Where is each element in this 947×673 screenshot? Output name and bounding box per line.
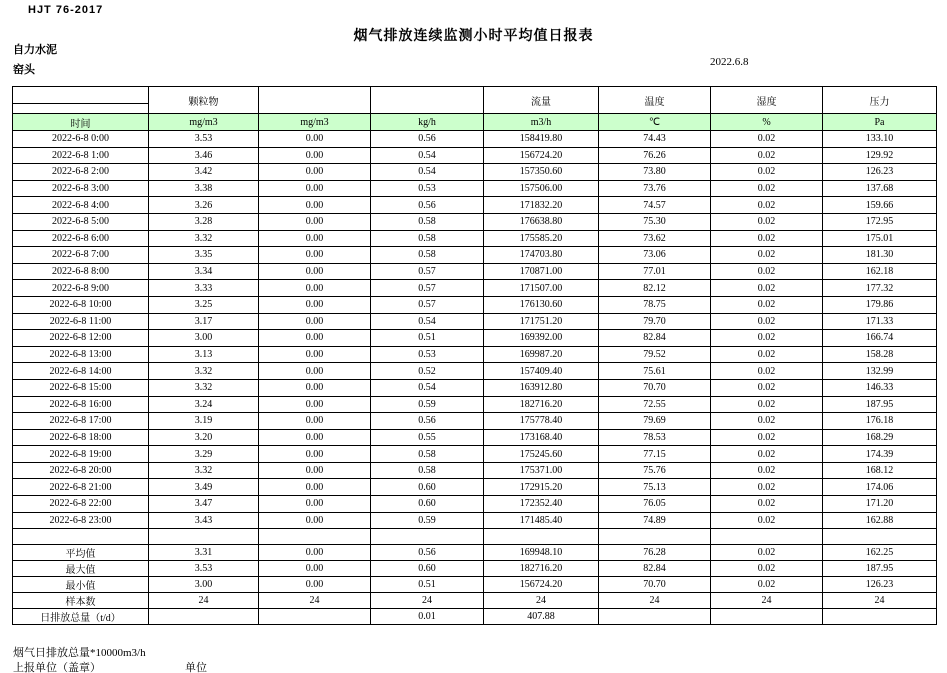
value-cell: 0.00 bbox=[259, 230, 371, 247]
summary-value-cell: 70.70 bbox=[599, 577, 711, 593]
time-cell: 2022-6-8 1:00 bbox=[13, 147, 149, 164]
value-cell: 73.80 bbox=[599, 164, 711, 181]
value-cell: 174.06 bbox=[823, 479, 937, 496]
unit-header-cell: mg/m3 bbox=[259, 114, 371, 131]
value-cell: 0.52 bbox=[371, 363, 484, 380]
value-cell: 172352.40 bbox=[484, 496, 599, 513]
value-cell: 0.54 bbox=[371, 313, 484, 330]
value-cell: 0.00 bbox=[259, 462, 371, 479]
value-cell: 0.02 bbox=[711, 213, 823, 230]
summary-row bbox=[13, 609, 937, 625]
value-cell: 0.54 bbox=[371, 147, 484, 164]
value-cell: 3.19 bbox=[149, 413, 259, 430]
value-cell: 0.00 bbox=[259, 413, 371, 430]
value-cell: 158.28 bbox=[823, 346, 937, 363]
value-cell: 0.58 bbox=[371, 247, 484, 264]
table-row bbox=[13, 131, 937, 148]
summary-value-cell: 0.01 bbox=[371, 609, 484, 625]
value-cell: 0.60 bbox=[371, 496, 484, 513]
summary-value-cell: 24 bbox=[259, 593, 371, 609]
value-cell: 0.02 bbox=[711, 496, 823, 513]
table-row bbox=[13, 512, 937, 529]
value-cell: 174703.80 bbox=[484, 247, 599, 264]
summary-value-cell bbox=[711, 609, 823, 625]
value-cell: 3.38 bbox=[149, 180, 259, 197]
empty-cell bbox=[823, 529, 937, 545]
value-cell: 0.00 bbox=[259, 512, 371, 529]
value-cell: 75.30 bbox=[599, 213, 711, 230]
time-cell: 2022-6-8 5:00 bbox=[13, 213, 149, 230]
value-cell: 156724.20 bbox=[484, 147, 599, 164]
summary-value-cell: 156724.20 bbox=[484, 577, 599, 593]
value-cell: 0.57 bbox=[371, 280, 484, 297]
summary-value-cell: 182716.20 bbox=[484, 561, 599, 577]
value-cell: 0.00 bbox=[259, 280, 371, 297]
summary-value-cell: 169948.10 bbox=[484, 545, 599, 561]
unit-header-cell: Pa bbox=[823, 114, 937, 131]
summary-label-cell: 最大值 bbox=[13, 561, 149, 577]
value-cell: 0.59 bbox=[371, 396, 484, 413]
table-row bbox=[13, 379, 937, 396]
value-cell: 0.00 bbox=[259, 346, 371, 363]
value-cell: 3.25 bbox=[149, 296, 259, 313]
empty-cell bbox=[711, 529, 823, 545]
value-cell: 126.23 bbox=[823, 164, 937, 181]
summary-row bbox=[13, 561, 937, 577]
time-cell: 2022-6-8 11:00 bbox=[13, 313, 149, 330]
value-cell: 175371.00 bbox=[484, 462, 599, 479]
value-cell: 171507.00 bbox=[484, 280, 599, 297]
unit-label: 单位 bbox=[185, 662, 207, 673]
table-row bbox=[13, 446, 937, 463]
table-row bbox=[13, 496, 937, 513]
time-cell: 2022-6-8 3:00 bbox=[13, 180, 149, 197]
value-cell: 0.02 bbox=[711, 330, 823, 347]
value-cell: 171.33 bbox=[823, 313, 937, 330]
value-cell: 79.69 bbox=[599, 413, 711, 430]
table-row bbox=[13, 396, 937, 413]
doc-code: HJT 76-2017 bbox=[28, 4, 104, 16]
summary-value-cell: 0.02 bbox=[711, 561, 823, 577]
time-cell: 2022-6-8 16:00 bbox=[13, 396, 149, 413]
group-header-cell: 温度 bbox=[599, 87, 711, 114]
value-cell: 169987.20 bbox=[484, 346, 599, 363]
value-cell: 3.28 bbox=[149, 213, 259, 230]
value-cell: 0.02 bbox=[711, 462, 823, 479]
value-cell: 133.10 bbox=[823, 131, 937, 148]
value-cell: 77.15 bbox=[599, 446, 711, 463]
value-cell: 175.01 bbox=[823, 230, 937, 247]
value-cell: 76.05 bbox=[599, 496, 711, 513]
value-cell: 3.24 bbox=[149, 396, 259, 413]
value-cell: 3.33 bbox=[149, 280, 259, 297]
value-cell: 137.68 bbox=[823, 180, 937, 197]
summary-value-cell: 24 bbox=[823, 593, 937, 609]
value-cell: 0.02 bbox=[711, 512, 823, 529]
value-cell: 0.00 bbox=[259, 429, 371, 446]
time-cell: 2022-6-8 18:00 bbox=[13, 429, 149, 446]
value-cell: 3.49 bbox=[149, 479, 259, 496]
summary-value-cell: 0.60 bbox=[371, 561, 484, 577]
table-row bbox=[13, 197, 937, 214]
value-cell: 159.66 bbox=[823, 197, 937, 214]
value-cell: 0.02 bbox=[711, 280, 823, 297]
summary-value-cell: 0.00 bbox=[259, 545, 371, 561]
table-row bbox=[13, 413, 937, 430]
station-name: 窑头 bbox=[13, 64, 35, 76]
summary-value-cell bbox=[823, 609, 937, 625]
value-cell: 0.58 bbox=[371, 462, 484, 479]
value-cell: 0.02 bbox=[711, 479, 823, 496]
summary-value-cell: 24 bbox=[149, 593, 259, 609]
value-cell: 0.00 bbox=[259, 197, 371, 214]
time-cell: 2022-6-8 8:00 bbox=[13, 263, 149, 280]
value-cell: 171485.40 bbox=[484, 512, 599, 529]
value-cell: 175585.20 bbox=[484, 230, 599, 247]
table-row bbox=[13, 280, 937, 297]
empty-row bbox=[13, 529, 937, 545]
table-row bbox=[13, 313, 937, 330]
table-row bbox=[13, 363, 937, 380]
value-cell: 3.53 bbox=[149, 131, 259, 148]
value-cell: 0.02 bbox=[711, 429, 823, 446]
value-cell: 0.02 bbox=[711, 230, 823, 247]
time-cell: 2022-6-8 21:00 bbox=[13, 479, 149, 496]
value-cell: 0.02 bbox=[711, 197, 823, 214]
value-cell: 0.00 bbox=[259, 479, 371, 496]
value-cell: 169392.00 bbox=[484, 330, 599, 347]
summary-value-cell: 126.23 bbox=[823, 577, 937, 593]
time-cell: 2022-6-8 13:00 bbox=[13, 346, 149, 363]
value-cell: 175245.60 bbox=[484, 446, 599, 463]
value-cell: 0.57 bbox=[371, 296, 484, 313]
table-row bbox=[13, 346, 937, 363]
value-cell: 3.17 bbox=[149, 313, 259, 330]
value-cell: 179.86 bbox=[823, 296, 937, 313]
value-cell: 74.89 bbox=[599, 512, 711, 529]
value-cell: 0.00 bbox=[259, 496, 371, 513]
value-cell: 0.59 bbox=[371, 512, 484, 529]
value-cell: 168.29 bbox=[823, 429, 937, 446]
value-cell: 0.51 bbox=[371, 330, 484, 347]
value-cell: 0.02 bbox=[711, 180, 823, 197]
value-cell: 3.32 bbox=[149, 462, 259, 479]
value-cell: 168.12 bbox=[823, 462, 937, 479]
time-cell: 2022-6-8 10:00 bbox=[13, 296, 149, 313]
value-cell: 3.32 bbox=[149, 230, 259, 247]
value-cell: 0.00 bbox=[259, 180, 371, 197]
time-cell: 2022-6-8 19:00 bbox=[13, 446, 149, 463]
value-cell: 0.02 bbox=[711, 296, 823, 313]
value-cell: 0.00 bbox=[259, 363, 371, 380]
value-cell: 0.00 bbox=[259, 263, 371, 280]
summary-value-cell: 76.28 bbox=[599, 545, 711, 561]
value-cell: 174.39 bbox=[823, 446, 937, 463]
value-cell: 0.53 bbox=[371, 180, 484, 197]
value-cell: 0.00 bbox=[259, 396, 371, 413]
group-header-cell bbox=[259, 87, 371, 114]
time-cell: 2022-6-8 7:00 bbox=[13, 247, 149, 264]
value-cell: 0.00 bbox=[259, 330, 371, 347]
unit-header-cell: % bbox=[711, 114, 823, 131]
value-cell: 3.43 bbox=[149, 512, 259, 529]
value-cell: 0.00 bbox=[259, 147, 371, 164]
group-header-cell bbox=[371, 87, 484, 114]
value-cell: 162.18 bbox=[823, 263, 937, 280]
value-cell: 3.42 bbox=[149, 164, 259, 181]
table-row bbox=[13, 164, 937, 181]
summary-value-cell: 82.84 bbox=[599, 561, 711, 577]
summary-value-cell: 0.02 bbox=[711, 545, 823, 561]
value-cell: 3.32 bbox=[149, 379, 259, 396]
value-cell: 74.57 bbox=[599, 197, 711, 214]
value-cell: 3.46 bbox=[149, 147, 259, 164]
value-cell: 173168.40 bbox=[484, 429, 599, 446]
summary-value-cell: 24 bbox=[711, 593, 823, 609]
value-cell: 0.02 bbox=[711, 446, 823, 463]
flow-total-note: 烟气日排放总量*10000m3/h bbox=[13, 647, 146, 659]
summary-label-cell: 平均值 bbox=[13, 545, 149, 561]
value-cell: 73.06 bbox=[599, 247, 711, 264]
value-cell: 157506.00 bbox=[484, 180, 599, 197]
value-cell: 176130.60 bbox=[484, 296, 599, 313]
time-cell: 2022-6-8 9:00 bbox=[13, 280, 149, 297]
value-cell: 177.32 bbox=[823, 280, 937, 297]
value-cell: 79.52 bbox=[599, 346, 711, 363]
summary-value-cell: 162.25 bbox=[823, 545, 937, 561]
time-cell: 2022-6-8 20:00 bbox=[13, 462, 149, 479]
value-cell: 146.33 bbox=[823, 379, 937, 396]
summary-row bbox=[13, 593, 937, 609]
table-row bbox=[13, 213, 937, 230]
value-cell: 0.60 bbox=[371, 479, 484, 496]
value-cell: 158419.80 bbox=[484, 131, 599, 148]
value-cell: 75.13 bbox=[599, 479, 711, 496]
value-cell: 172.95 bbox=[823, 213, 937, 230]
value-cell: 0.02 bbox=[711, 379, 823, 396]
value-cell: 3.00 bbox=[149, 330, 259, 347]
group-header-cell: 湿度 bbox=[711, 87, 823, 114]
value-cell: 175778.40 bbox=[484, 413, 599, 430]
value-cell: 3.26 bbox=[149, 197, 259, 214]
summary-value-cell: 3.31 bbox=[149, 545, 259, 561]
value-cell: 0.56 bbox=[371, 131, 484, 148]
value-cell: 181.30 bbox=[823, 247, 937, 264]
summary-label-cell: 日排放总量（t/d） bbox=[13, 609, 149, 625]
value-cell: 72.55 bbox=[599, 396, 711, 413]
company-name: 自力水泥 bbox=[13, 44, 57, 56]
summary-value-cell: 3.53 bbox=[149, 561, 259, 577]
time-cell: 2022-6-8 6:00 bbox=[13, 230, 149, 247]
value-cell: 3.34 bbox=[149, 263, 259, 280]
summary-value-cell bbox=[599, 609, 711, 625]
group-header-cell: 颗粒物 bbox=[149, 87, 259, 114]
value-cell: 0.02 bbox=[711, 313, 823, 330]
value-cell: 0.02 bbox=[711, 396, 823, 413]
value-cell: 70.70 bbox=[599, 379, 711, 396]
value-cell: 176.18 bbox=[823, 413, 937, 430]
time-cell: 2022-6-8 22:00 bbox=[13, 496, 149, 513]
summary-row bbox=[13, 545, 937, 561]
value-cell: 3.47 bbox=[149, 496, 259, 513]
group-header-row bbox=[13, 87, 937, 104]
value-cell: 176638.80 bbox=[484, 213, 599, 230]
value-cell: 3.13 bbox=[149, 346, 259, 363]
value-cell: 76.26 bbox=[599, 147, 711, 164]
summary-value-cell: 3.00 bbox=[149, 577, 259, 593]
summary-value-cell: 0.00 bbox=[259, 561, 371, 577]
report-date: 2022.6.8 bbox=[710, 56, 749, 68]
summary-value-cell bbox=[149, 609, 259, 625]
value-cell: 75.76 bbox=[599, 462, 711, 479]
empty-cell bbox=[13, 529, 149, 545]
unit-header-cell: ℃ bbox=[599, 114, 711, 131]
table-row bbox=[13, 462, 937, 479]
value-cell: 0.56 bbox=[371, 413, 484, 430]
value-cell: 0.02 bbox=[711, 147, 823, 164]
value-cell: 171751.20 bbox=[484, 313, 599, 330]
summary-value-cell: 0.02 bbox=[711, 577, 823, 593]
value-cell: 0.02 bbox=[711, 263, 823, 280]
table-row bbox=[13, 230, 937, 247]
value-cell: 163912.80 bbox=[484, 379, 599, 396]
group-header-cell: 压力 bbox=[823, 87, 937, 114]
table-row bbox=[13, 247, 937, 264]
summary-value-cell: 187.95 bbox=[823, 561, 937, 577]
value-cell: 0.53 bbox=[371, 346, 484, 363]
summary-label-cell: 最小值 bbox=[13, 577, 149, 593]
value-cell: 0.00 bbox=[259, 446, 371, 463]
value-cell: 0.58 bbox=[371, 230, 484, 247]
value-cell: 172915.20 bbox=[484, 479, 599, 496]
value-cell: 0.02 bbox=[711, 131, 823, 148]
value-cell: 166.74 bbox=[823, 330, 937, 347]
value-cell: 0.00 bbox=[259, 247, 371, 264]
empty-cell bbox=[259, 529, 371, 545]
value-cell: 75.61 bbox=[599, 363, 711, 380]
time-cell: 2022-6-8 15:00 bbox=[13, 379, 149, 396]
value-cell: 187.95 bbox=[823, 396, 937, 413]
report-unit-label: 上报单位（盖章） bbox=[13, 662, 101, 673]
report-table bbox=[12, 86, 937, 625]
summary-row bbox=[13, 577, 937, 593]
summary-label-cell: 样本数 bbox=[13, 593, 149, 609]
value-cell: 171832.20 bbox=[484, 197, 599, 214]
time-cell: 2022-6-8 2:00 bbox=[13, 164, 149, 181]
value-cell: 73.62 bbox=[599, 230, 711, 247]
time-cell: 2022-6-8 23:00 bbox=[13, 512, 149, 529]
table-row bbox=[13, 180, 937, 197]
page-title: 烟气排放连续监测小时平均值日报表 bbox=[353, 27, 594, 43]
value-cell: 0.54 bbox=[371, 379, 484, 396]
time-cell: 2022-6-8 4:00 bbox=[13, 197, 149, 214]
value-cell: 73.76 bbox=[599, 180, 711, 197]
summary-value-cell bbox=[259, 609, 371, 625]
value-cell: 132.99 bbox=[823, 363, 937, 380]
empty-cell bbox=[599, 529, 711, 545]
empty-cell bbox=[484, 529, 599, 545]
summary-value-cell: 24 bbox=[599, 593, 711, 609]
value-cell: 170871.00 bbox=[484, 263, 599, 280]
summary-value-cell: 0.51 bbox=[371, 577, 484, 593]
value-cell: 0.58 bbox=[371, 446, 484, 463]
table-row bbox=[13, 330, 937, 347]
value-cell: 0.55 bbox=[371, 429, 484, 446]
value-cell: 3.20 bbox=[149, 429, 259, 446]
time-cell: 2022-6-8 0:00 bbox=[13, 131, 149, 148]
time-cell: 2022-6-8 17:00 bbox=[13, 413, 149, 430]
value-cell: 82.12 bbox=[599, 280, 711, 297]
value-cell: 78.53 bbox=[599, 429, 711, 446]
value-cell: 182716.20 bbox=[484, 396, 599, 413]
value-cell: 0.02 bbox=[711, 413, 823, 430]
value-cell: 74.43 bbox=[599, 131, 711, 148]
value-cell: 79.70 bbox=[599, 313, 711, 330]
time-column-header: 时间 bbox=[13, 114, 149, 131]
unit-header-cell: m3/h bbox=[484, 114, 599, 131]
time-cell: 2022-6-8 12:00 bbox=[13, 330, 149, 347]
value-cell: 82.84 bbox=[599, 330, 711, 347]
table-row bbox=[13, 479, 937, 496]
summary-value-cell: 407.88 bbox=[484, 609, 599, 625]
value-cell: 171.20 bbox=[823, 496, 937, 513]
time-header-bottom-cell bbox=[13, 104, 149, 114]
value-cell: 77.01 bbox=[599, 263, 711, 280]
value-cell: 0.02 bbox=[711, 164, 823, 181]
summary-value-cell: 24 bbox=[484, 593, 599, 609]
unit-header-cell: kg/h bbox=[371, 114, 484, 131]
summary-value-cell: 24 bbox=[371, 593, 484, 609]
value-cell: 0.56 bbox=[371, 197, 484, 214]
value-cell: 0.00 bbox=[259, 213, 371, 230]
value-cell: 0.02 bbox=[711, 363, 823, 380]
table-row bbox=[13, 263, 937, 280]
value-cell: 0.00 bbox=[259, 131, 371, 148]
value-cell: 0.02 bbox=[711, 346, 823, 363]
value-cell: 0.00 bbox=[259, 379, 371, 396]
value-cell: 0.00 bbox=[259, 296, 371, 313]
empty-cell bbox=[149, 529, 259, 545]
time-header-top-cell bbox=[13, 87, 149, 104]
table-row bbox=[13, 147, 937, 164]
value-cell: 0.00 bbox=[259, 313, 371, 330]
value-cell: 3.35 bbox=[149, 247, 259, 264]
value-cell: 3.32 bbox=[149, 363, 259, 380]
table-row bbox=[13, 296, 937, 313]
time-cell: 2022-6-8 14:00 bbox=[13, 363, 149, 380]
value-cell: 0.57 bbox=[371, 263, 484, 280]
table-row bbox=[13, 429, 937, 446]
value-cell: 78.75 bbox=[599, 296, 711, 313]
empty-cell bbox=[371, 529, 484, 545]
value-cell: 0.00 bbox=[259, 164, 371, 181]
value-cell: 0.54 bbox=[371, 164, 484, 181]
unit-header-row bbox=[13, 114, 937, 131]
summary-value-cell: 0.56 bbox=[371, 545, 484, 561]
value-cell: 0.58 bbox=[371, 213, 484, 230]
group-header-cell: 流量 bbox=[484, 87, 599, 114]
value-cell: 3.29 bbox=[149, 446, 259, 463]
value-cell: 129.92 bbox=[823, 147, 937, 164]
value-cell: 157350.60 bbox=[484, 164, 599, 181]
value-cell: 162.88 bbox=[823, 512, 937, 529]
summary-value-cell: 0.00 bbox=[259, 577, 371, 593]
value-cell: 157409.40 bbox=[484, 363, 599, 380]
unit-header-cell: mg/m3 bbox=[149, 114, 259, 131]
value-cell: 0.02 bbox=[711, 247, 823, 264]
